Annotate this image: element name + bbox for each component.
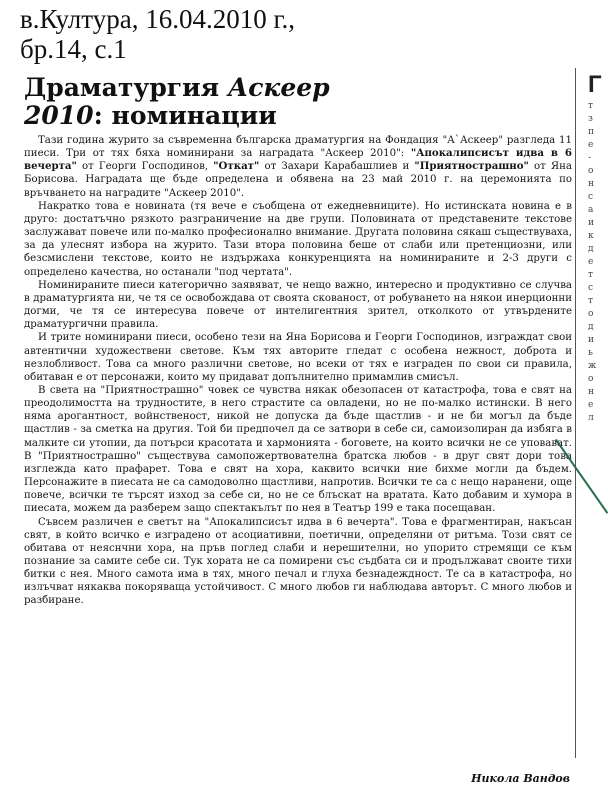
adjacent-line: н [588, 179, 594, 189]
title-part-1: Драматургия [24, 73, 228, 102]
paragraph-1 [24, 134, 572, 200]
p1-text-g: от Яна Борисова. Наградата ще бъде определена и обявена на 23 май 2010 г. на церемонията по връчването на наградите "Аскеер 2010". [24, 161, 572, 199]
author-signature: Никола Вандов [471, 772, 570, 785]
adjacent-line: л [588, 413, 594, 423]
paragraph-2: Накратко това е новината (тя вече е съобщена от ежедневниците). Но истинската новина е в друго: достатъчно рязкото разграничение на две групи. Половината от представените текстове заслужават повече или по-малко професионално внимание. Другата половина сякаш съществуваха, за да улеснят избора на журито. Тази втора половина беше от слаби или претенциозни, или безсмислени текстове, които не издържаха конкуренцията на номинираните и 2-3 други с определено качества, но останали "под чертата". [24, 200, 572, 278]
adjacent-column-fragment [588, 70, 600, 750]
adjacent-line: о [588, 166, 594, 176]
title-part-2: Аскеер [227, 73, 330, 102]
adjacent-line: е [588, 257, 594, 267]
adjacent-line: о [588, 374, 594, 384]
adjacent-text-fragment [588, 100, 600, 425]
adjacent-line: ж [588, 361, 597, 371]
paragraph-5: В света на "Приятнострашно" човек се чувства някак обезопасен от катастрофа, това е свят на преодолимостта на трудностите, в него страстите са овладени, но не по-малко истински. В него няма арогантност, войнственост, никой не допуска да бъде щастлив - и не би могъл да бъде щастлив - за сметка на другия. Той би предпочел да се затвори в себе си, самоизолиран да избяга в малките си утопии, да потърси красотата и хармонията - боговете, на които всички не се уповават. В "Приятнострашно" съществува самопожертвователна братска любов - в друг свят дори това изглежда като прафарет. Това е свят на хора, каквито всички ние бихме могли да бъдем. Персонажите в пиесата не са самодоволно щастливи, напротив. Всички те са с нещо наранени, още повече, всички те търсят изход за себе си, но не се блъскат на вратата. Като добавим и хумора в пиесата, можем да разберем защо спектакълът по нея в Театър 199 е така посещаван. [24, 384, 572, 515]
adjacent-line: е [588, 400, 594, 410]
header-line-2: бр.14, с.1 [20, 34, 127, 64]
adjacent-line: з [588, 114, 593, 124]
adjacent-line: и [588, 218, 594, 228]
adjacent-line: о [588, 309, 594, 319]
adjacent-line: п [588, 127, 594, 137]
adjacent-line: д [588, 322, 594, 332]
adjacent-line: д [588, 244, 594, 254]
adjacent-line: т [588, 101, 593, 111]
p1-title-priyatnostrashno: "Приятнострашно" [414, 160, 529, 173]
adjacent-line: с [588, 192, 594, 202]
adjacent-line: - [588, 153, 592, 163]
header-line-1: в.Култура, 16.04.2010 г., [20, 4, 295, 34]
p1-text-a: Тази година журито за съвременна българска драматургия на Фондация "А`Аскеер" разгледа 11 пиеси. Три от тях бяха номинирани за наградата "Аскеер 2010": [24, 135, 572, 160]
paragraph-4: И трите номинирани пиеси, особено тези на Яна Борисова и Георги Господинов, изграждат свои автентични художествени светове. Към тях авторите гледат с особена нежност, доброта и незлобливост. Това са много различни светове, но всеки от тях е изграден по свои си правила, обитаван е от персонажи, които му придават допълнително примамлив смисъл. [24, 332, 572, 383]
paragraph-6: Съвсем различен е светът на "Апокалипсисът идва в 6 вечерта". Това е фрагментиран, накъсан свят, в който всичко е изградено от асоциативни, поетични, определяни от ритъма. Този свят се обитава от неяснчни хора, на пръв поглед слаби и нерешителни, но упорито стремящи се към познание за самите себе си. Тук хората не са помирени със съдбата си и продължават своите тихи битки с нея. Много самота има в тях, много печал и глуха безнадеждност. Те са в катастрофа, но излъчват някаква покоряваща устойчивост. С много любов ги наблюдава авторът. С много любов и разбиране. [24, 516, 572, 607]
article-body [24, 134, 572, 608]
title-part-3: 2010 [24, 101, 94, 130]
adjacent-heading-fragment: Г [588, 71, 602, 98]
title-part-4: : номинации [93, 101, 277, 130]
adjacent-line: ь [588, 348, 593, 358]
adjacent-line: с [588, 283, 594, 293]
adjacent-line: т [588, 296, 593, 306]
adjacent-line: е [588, 140, 594, 150]
adjacent-line: к [588, 231, 594, 241]
adjacent-line: н [588, 387, 594, 397]
newspaper-header [20, 4, 580, 64]
paragraph-3: Номинираните пиеси категорично заявяват, че нещо важно, интересно и продуктивно се случва в драматургията ни, че тя се освобождава от своята скованост, от робуването на някои инерционни догми, че тя се интересува повече от интелигентния зрител, отколкото от утвърдените драматургични правила. [24, 279, 572, 331]
adjacent-line: и [588, 335, 594, 345]
p1-text-e: от Захари Карабашлиев и [259, 161, 415, 173]
adjacent-line: а [588, 205, 594, 215]
p1-text-c: от Георги Господинов, [76, 161, 214, 173]
p1-title-apocalypse: "Апокалипсисът идва в 6 вечерта" [24, 147, 572, 173]
adjacent-line: т [588, 270, 593, 280]
article-title [24, 74, 569, 130]
p1-title-otkat: "Откат" [213, 160, 260, 173]
